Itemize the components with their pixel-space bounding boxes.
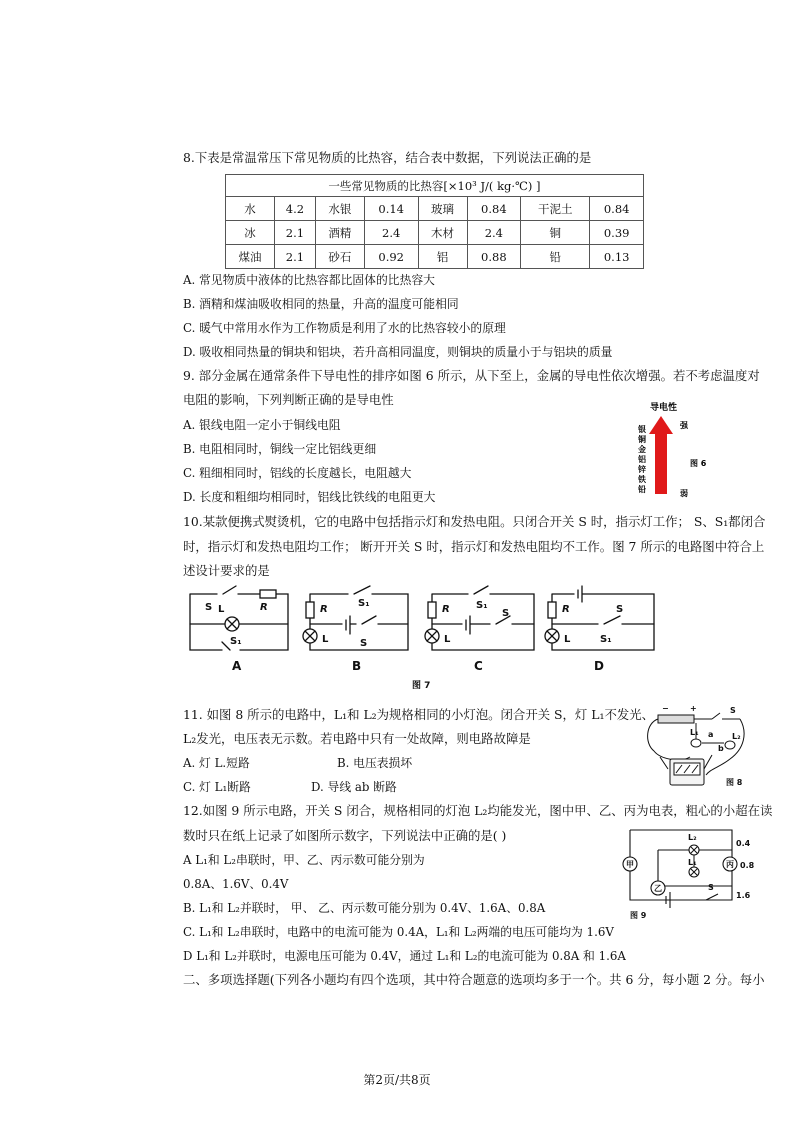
q8-option-b: B. 酒精和煤油吸收相同的热量，升高的温度可能相同 <box>183 297 459 311</box>
table-cell: 冰 <box>226 221 275 245</box>
table-cell: 铜 <box>521 221 590 245</box>
table-cell: 2.1 <box>275 245 316 269</box>
q9-option-a: A. 银线电阻一定小于铜线电阻 <box>183 418 341 432</box>
label-l: L <box>218 604 225 615</box>
q8-option-d: D. 吸收相同热量的铜块和铝块，若升高相同温度，则铜块的质量小于与铝块的质量 <box>183 345 613 359</box>
label-l: L <box>564 634 571 645</box>
table-cell: 2.1 <box>275 221 316 245</box>
q9-option-d: D. 长度和粗细均相同时，铝线比铁线的电阻更大 <box>183 490 436 504</box>
metal-label: 铜 <box>638 435 646 444</box>
fig8-caption: 图 8 <box>726 778 743 787</box>
q12-stem-1: 12.如图 9 所示电路，开关 S 闭合，规格相同的灯泡 L₂均能发光，图中甲、乙、丙为电表，粗心的小超在读 <box>183 803 773 818</box>
table-cell: 水 <box>226 197 275 221</box>
q11-option-a: A. 灯 L.短路 <box>183 756 250 770</box>
label-r: R <box>260 602 268 613</box>
circuit-b <box>303 586 408 650</box>
q11-stem-2: L₂发光，电压表无示数。若电路中只有一处故障，则电路故障是 <box>183 731 531 746</box>
page-number: 第2页/共8页 <box>363 1073 431 1087</box>
table-cell: 干泥土 <box>521 197 590 221</box>
circuit-c <box>425 586 534 650</box>
label-r: R <box>562 604 570 615</box>
q10-stem-3: 述设计要求的是 <box>183 563 270 578</box>
metal-label: 金 <box>638 445 646 454</box>
table-row <box>226 245 644 269</box>
table-cell: 水银 <box>315 197 364 221</box>
reading-2: 0.8 <box>740 861 755 870</box>
reading-3: 1.6 <box>736 891 751 900</box>
table-cell: 0.13 <box>590 245 644 269</box>
q9-option-c: C. 粗细相同时，铝线的长度越长，电阻越大 <box>183 466 412 480</box>
fig6-heading: 导电性 <box>650 403 678 413</box>
metal-label: 铝 <box>638 455 646 464</box>
label-r: R <box>320 604 328 615</box>
conductivity-arrow-icon <box>649 416 673 494</box>
metal-label: 银 <box>638 425 646 434</box>
label-l: L <box>444 634 451 645</box>
meter-yi: 乙 <box>654 884 662 893</box>
q8-stem: 8.下表是常温常压下常见物质的比热容，结合表中数据，下列说法正确的是 <box>183 150 592 165</box>
label-s: S <box>616 604 624 615</box>
label-s1: S₁ <box>476 600 488 611</box>
fig9-l1: L₁ <box>688 858 697 867</box>
label-s1: S₁ <box>358 598 370 609</box>
table-cell: 0.14 <box>364 197 418 221</box>
table-cell: 0.39 <box>590 221 644 245</box>
q10-stem-1: 10.某款便携式熨烫机，它的电路中包括指示灯和发热电阻。只闭合开关 S 时，指示灯工作； S、S₁都闭合 <box>183 514 766 529</box>
metal-label: 锌 <box>638 465 646 474</box>
table-cell: 0.88 <box>467 245 521 269</box>
figure-8 <box>640 703 752 797</box>
q12-option-d: D L₁和 L₂并联时，电源电压可能为 0.4V，通过 L₁和 L₂的电流可能为 0.8A 和 1.6A <box>183 949 626 963</box>
meter-bing: 丙 <box>726 860 734 869</box>
fig8-switch: S <box>730 706 736 715</box>
fig8-minus: − <box>662 704 669 713</box>
table-cell: 木材 <box>418 221 467 245</box>
table-row <box>226 197 644 221</box>
q9-option-b: B. 电阻相同时，铜线一定比铝线更细 <box>183 442 377 456</box>
q12-stem-2: 数时只在纸上记录了如图所示数字，下列说法中正确的是( ) <box>183 828 507 843</box>
table-cell: 2.4 <box>364 221 418 245</box>
table-cell: 砂石 <box>315 245 364 269</box>
fig8-a: a <box>708 730 714 739</box>
label-r: R <box>442 604 450 615</box>
fig8-b: b <box>718 744 724 753</box>
label-s1: S₁ <box>600 634 612 645</box>
q9-stem-2: 电阻的影响，下列判断正确的是导电性 <box>183 392 394 407</box>
label-s: S <box>205 602 213 613</box>
circuit-label: C <box>474 659 483 673</box>
q9-stem-1: 9. 部分金属在通常条件下导电性的排序如图 6 所示，从下至上，金属的导电性依次增强。若不考虑温度对 <box>183 368 760 383</box>
table-cell: 玻璃 <box>418 197 467 221</box>
table-row <box>226 221 644 245</box>
q11-option-c: C. 灯 L₁断路 <box>183 780 251 794</box>
figure-6 <box>624 398 724 498</box>
weak-label: 弱 <box>680 489 688 498</box>
q10-stem-2: 时，指示灯和发热电阻均工作； 断开开关 S 时，指示灯和发热电阻均不工作。图 7 所示的电路图中符合上 <box>183 539 765 554</box>
metal-label: 铁 <box>638 475 646 484</box>
label-s1: S₁ <box>230 636 242 647</box>
q8-option-c: C. 暖气中常用水作为工作物质是利用了水的比热容较小的原理 <box>183 321 506 335</box>
label-s: S <box>502 608 510 619</box>
table-cell: 酒精 <box>315 221 364 245</box>
table-cell: 0.92 <box>364 245 418 269</box>
table-cell: 铅 <box>521 245 590 269</box>
fig8-l2: L₂ <box>732 732 741 741</box>
fig9-caption: 图 9 <box>630 911 647 920</box>
table-cell: 煤油 <box>226 245 275 269</box>
q8-option-a: A. 常见物质中液体的比热容都比固体的比热容大 <box>183 273 435 287</box>
meter-jia: 甲 <box>626 860 634 869</box>
figure-7 <box>180 580 740 696</box>
fig6-caption: 图 6 <box>690 459 707 468</box>
table-cell: 4.2 <box>275 197 316 221</box>
circuit-label: D <box>594 659 604 673</box>
reading-1: 0.4 <box>736 839 751 848</box>
q12-option-a-values: 0.8A、1.6V、0.4V <box>183 877 289 891</box>
q12-option-a: A L₁和 L₂串联时，甲、乙、丙示数可能分别为 <box>183 853 425 867</box>
table-cell: 铝 <box>418 245 467 269</box>
q11-option-b: B. 电压表损坏 <box>337 756 413 770</box>
label-s: S <box>360 638 368 649</box>
q12-option-c: C. L₁和 L₂串联时，电路中的电流可能为 0.4A，L₁和 L₂两端的电压可能均为 1.6V <box>183 925 614 939</box>
fig9-switch: S <box>708 883 714 892</box>
circuit-label: B <box>352 659 362 673</box>
table-cell: 0.84 <box>467 197 521 221</box>
label-l: L <box>322 634 329 645</box>
section-2-heading: 二、多项选择题(下列各小题均有四个选项，其中符合题意的选项均多于一个。共 6 分，每小题 2 分。每小 <box>183 972 765 987</box>
specific-heat-table <box>225 174 644 269</box>
table-title: 一些常见物质的比热容[×10³ J/( kg·℃) ] <box>226 175 644 197</box>
fig9-l2: L₂ <box>688 833 697 842</box>
table-cell: 2.4 <box>467 221 521 245</box>
fig8-plus: + <box>690 704 697 713</box>
q11-option-d: D. 导线 ab 断路 <box>311 780 397 794</box>
fig7-caption: 图 7 <box>412 681 431 691</box>
fig8-l1: L₁ <box>690 728 699 737</box>
circuit-label: A <box>232 659 242 673</box>
figure-9 <box>622 826 755 924</box>
strong-label: 强 <box>680 421 688 430</box>
metal-label: 铅 <box>638 485 646 494</box>
q12-option-b: B. L₁和 L₂并联时， 甲、 乙、丙示数可能分别为 0.4V、1.6A、0.8A <box>183 901 546 915</box>
table-cell: 0.84 <box>590 197 644 221</box>
q11-stem-1: 11. 如图 8 所示的电路中，L₁和 L₂为规格相同的小灯泡。闭合开关 S，灯 L₁不发光、 <box>183 707 655 722</box>
